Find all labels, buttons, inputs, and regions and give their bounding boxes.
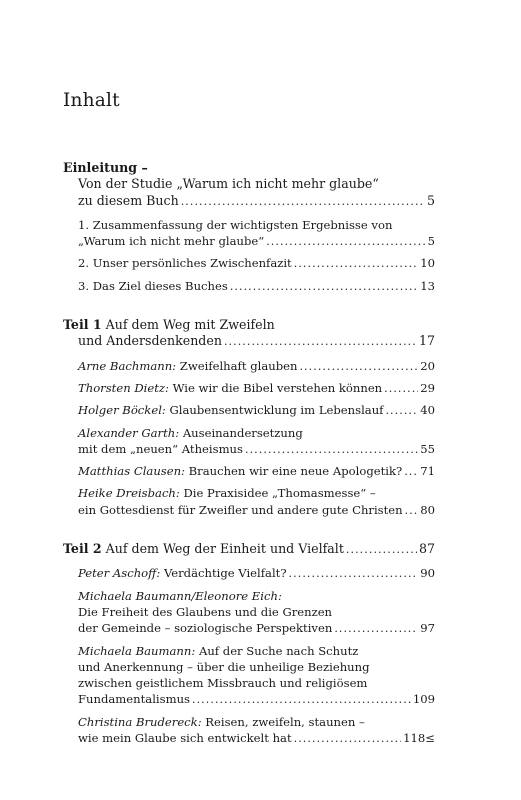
toc-row[interactable] <box>63 193 435 210</box>
chapter-title: Auf der Suche nach Schutz <box>198 643 359 658</box>
page-number: 109 <box>412 692 435 707</box>
chapter-title: Verdächtige Vielfalt? <box>163 566 287 581</box>
chapter-author: Holger Böckel: <box>78 403 166 418</box>
page-number: 71 <box>420 464 435 479</box>
chapter-entry[interactable] <box>63 358 435 375</box>
chapter-author: Peter Aschoff: <box>78 566 161 581</box>
page-number: 90 <box>420 566 435 581</box>
chapter-entry[interactable] <box>63 565 435 582</box>
leader-dots <box>224 333 417 350</box>
chapter-title: Brauchen wir eine neue Apologetik? <box>188 464 403 479</box>
chapter-author: Alexander Garth: <box>78 425 180 440</box>
page-number: 29 <box>420 380 435 395</box>
chapter-title-line2: und Anerkennung – über die unheilige Beziehung <box>78 659 370 674</box>
intro-item-line1: 1. Zusammenfassung der wichtigsten Ergebnisse von <box>78 217 393 232</box>
intro-item-line2: „Warum ich nicht mehr glaube“ <box>78 234 265 249</box>
chapter-title: Die Praxisidee „Thomasmesse“ – <box>183 486 376 501</box>
leader-dots <box>192 691 411 708</box>
chapter-title-line3: zwischen geistlichem Missbrauch und religiösem <box>78 676 368 691</box>
intro-item[interactable] <box>63 255 435 272</box>
chapter-author: Michaela Baumann/Eleonore Eich: <box>78 588 282 603</box>
leader-dots <box>230 278 418 295</box>
part2-title: Auf dem Weg der Einheit und Vielfalt <box>105 541 344 557</box>
chapter-title-line3: der Gemeinde – soziologische Perspektiven <box>78 621 333 636</box>
chapter-entry[interactable] <box>63 485 435 519</box>
part1-line2: und Andersdenkenden <box>78 333 222 349</box>
leader-dots <box>289 565 419 582</box>
chapter-title: Reisen, zweifeln, staunen – <box>205 714 365 729</box>
chapter-entry[interactable] <box>63 402 435 419</box>
chapter-entry[interactable] <box>63 380 435 397</box>
chapter-title-line2: ein Gottesdienst für Zweifler und andere gute Christen <box>78 502 403 517</box>
chapter-entry[interactable] <box>63 643 435 709</box>
leader-dots <box>181 193 425 210</box>
toc-row[interactable] <box>63 333 435 350</box>
leader-dots <box>385 402 418 419</box>
page-title: Inhalt <box>63 90 120 111</box>
toc-row[interactable] <box>63 541 435 558</box>
part1-section <box>63 317 435 519</box>
chapter-entry[interactable] <box>63 714 435 748</box>
leader-dots <box>384 380 418 397</box>
part2-label: Teil 2 <box>63 541 102 557</box>
chapter-author: Arne Bachmann: <box>78 358 177 373</box>
chapter-title: Wie wir die Bibel verstehen können <box>172 380 383 395</box>
leader-dots <box>294 255 419 272</box>
intro-item-line1: 2. Unser persönliches Zwischenfazit <box>78 256 292 271</box>
chapter-title-line2: Die Freiheit des Glaubens und die Grenzen <box>78 604 333 619</box>
chapter-entry[interactable] <box>63 425 435 459</box>
intro-item-line1: 3. Das Ziel dieses Buches <box>78 278 228 293</box>
leader-dots <box>404 463 418 480</box>
intro-item[interactable] <box>63 278 435 295</box>
chapter-title-line2: mit dem „neuen“ Atheismus <box>78 441 243 456</box>
intro-section <box>63 160 435 295</box>
chapter-title: Zweifelhaft glauben <box>179 358 298 373</box>
table-of-contents <box>63 160 435 769</box>
chapter-author: Thorsten Dietz: <box>78 380 169 395</box>
page-number: 118≤ <box>403 731 435 746</box>
page-number: 80 <box>420 502 435 517</box>
part1-label: Teil 1 <box>63 317 102 333</box>
chapter-author: Heike Dreisbach: <box>78 486 180 501</box>
chapter-author: Christina Brudereck: <box>78 714 202 729</box>
page-number: 97 <box>420 621 435 636</box>
part1-title: Auf dem Weg mit Zweifeln <box>105 317 275 333</box>
leader-dots <box>266 233 425 250</box>
page-number: 5 <box>427 234 435 249</box>
leader-dots <box>405 502 419 519</box>
chapter-entry[interactable] <box>63 588 435 638</box>
leader-dots <box>299 358 418 375</box>
page-number: 10 <box>420 256 435 271</box>
intro-item[interactable] <box>63 217 435 251</box>
chapter-title-line2: wie mein Glaube sich entwickelt hat <box>78 731 292 746</box>
part2-section <box>63 541 435 747</box>
page-number: 17 <box>418 333 435 349</box>
page-number: 5 <box>426 192 435 208</box>
page-number: 40 <box>420 403 435 418</box>
page-number: 13 <box>420 278 435 293</box>
page-number: 55 <box>420 441 435 456</box>
chapter-author: Michaela Baumann: <box>78 643 196 658</box>
chapter-title-line4: Fundamentalismus <box>78 692 190 707</box>
chapter-title: Auseinandersetzung <box>182 425 303 440</box>
intro-heading: Einleitung – <box>63 160 148 175</box>
leader-dots <box>346 541 417 558</box>
intro-line1: Von der Studie „Warum ich nicht mehr glaube“ <box>78 176 379 192</box>
leader-dots <box>294 730 402 747</box>
page-number: 87 <box>418 541 435 557</box>
chapter-author: Matthias Clausen: <box>78 464 185 479</box>
leader-dots <box>334 620 418 637</box>
intro-line2: zu diesem Buch <box>78 192 179 208</box>
leader-dots <box>245 441 418 458</box>
part1-heading <box>63 317 435 333</box>
page-number: 20 <box>420 358 435 373</box>
chapter-entry[interactable] <box>63 463 435 480</box>
chapter-title: Glaubensentwicklung im Lebenslauf <box>169 403 384 418</box>
